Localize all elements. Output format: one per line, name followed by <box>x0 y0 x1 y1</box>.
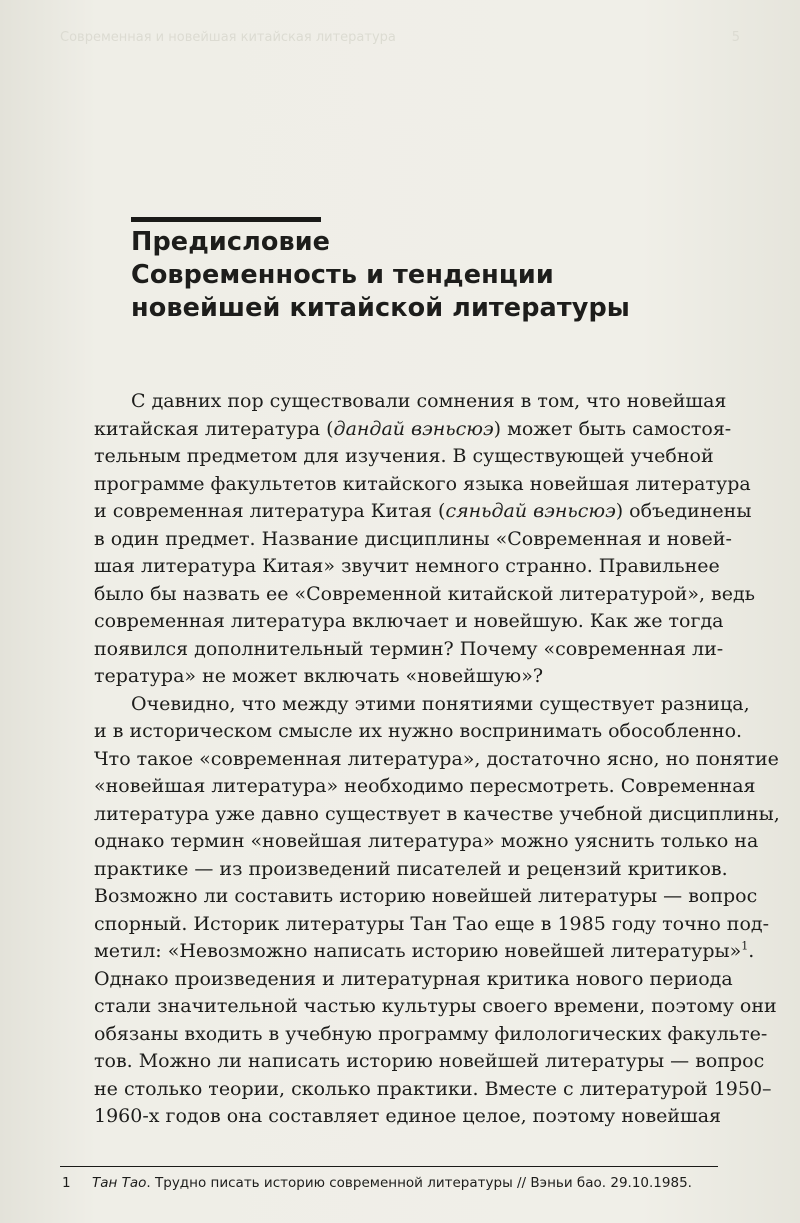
chapter-title <box>131 226 691 325</box>
text-line <box>94 416 732 444</box>
text-line: спорный. Историк литературы Тан Тао еще в 1985 году точно под- <box>94 912 770 935</box>
text-line: тельным предметом для изучения. В существующей учебной <box>94 445 714 467</box>
paragraph-1 <box>94 388 756 691</box>
text-run: и современная литература Китая ( <box>94 500 446 522</box>
text-line: стали значительной частью культуры своего времени, поэтому они <box>94 995 777 1017</box>
text-run: метил: «Невозможно написать историю новейшей литературы» <box>94 940 742 962</box>
page-number: 5 <box>731 30 740 45</box>
body-text <box>94 388 780 1131</box>
text-line: было бы назвать ее «Современной китайской литературой», ведь <box>94 582 756 605</box>
text-run: . <box>748 940 755 962</box>
text-line: С давних пор существовали сомнения в том, что новейшая <box>131 390 727 412</box>
text-line: не столько теории, сколько практики. Вместе с литературой 1950– <box>94 1077 772 1100</box>
text-line: в один предмет. Название дисциплины «Современная и новей- <box>94 527 732 550</box>
footnote-author: Тан Тао <box>92 1175 147 1191</box>
text-line: программе факультетов китайского языка новейшая литература <box>94 472 751 495</box>
text-run: ) может быть самостоя- <box>493 417 732 440</box>
paragraph-2 <box>94 691 780 1131</box>
title-line-3: новейшей китайской литературы <box>131 293 630 323</box>
footnote <box>62 1174 722 1192</box>
text-line: литература уже давно существует в качестве учебной дисциплины, <box>94 802 780 825</box>
text-run: ) объединены <box>615 500 752 522</box>
text-line: Очевидно, что между этими понятиями существует разница, <box>131 692 750 715</box>
text-line: современная литература включает и новейшую. Как же тогда <box>94 610 724 632</box>
title-line-2: Современность и тенденции <box>131 260 554 290</box>
italic-term: сяньдай вэньсюэ <box>445 500 616 522</box>
text-run: китайская литература ( <box>94 417 334 440</box>
footnote-number: 1 <box>62 1175 71 1191</box>
text-line: шая литература Китая» звучит немного странно. Правильнее <box>94 555 720 577</box>
footnote-ref: 1 <box>741 939 749 953</box>
text-line: Что такое «современная литература», достаточно ясно, но понятие <box>94 747 779 770</box>
text-line <box>94 938 755 966</box>
italic-term: дандай вэньсюэ <box>333 417 494 440</box>
footnote-rule <box>60 1166 718 1167</box>
text-line: и в историческом смысле их нужно воспринимать обособленно. <box>94 720 743 742</box>
text-line: 1960-х годов она составляет единое целое, поэтому новейшая <box>94 1105 722 1127</box>
running-head <box>60 30 740 45</box>
title-rule <box>131 217 321 222</box>
text-line: тература» не может включать «новейшую»? <box>94 665 544 687</box>
text-line: Однако произведения и литературная критика нового периода <box>94 967 733 990</box>
text-line: тов. Можно ли написать историю новейшей литературы — вопрос <box>94 1050 765 1072</box>
text-line: «новейшая литература» необходимо пересмотреть. Современная <box>94 775 756 797</box>
running-head-text: Современная и новейшая китайская литература <box>60 30 396 45</box>
text-line: однако термин «новейшая литература» можно уяснить только на <box>94 830 759 852</box>
text-line: Возможно ли составить историю новейшей литературы — вопрос <box>94 885 758 907</box>
text-line <box>94 498 752 526</box>
text-line: появился дополнительный термин? Почему «современная ли- <box>94 637 724 660</box>
text-line: практике — из произведений писателей и рецензий критиков. <box>94 857 728 880</box>
text-line: обязаны входить в учебную программу филологических факульте- <box>94 1022 768 1045</box>
title-line-1: Предисловие <box>131 227 331 257</box>
footnote-text: . Трудно писать историю современной литературы // Вэньи бао. 29.10.1985. <box>146 1175 692 1191</box>
